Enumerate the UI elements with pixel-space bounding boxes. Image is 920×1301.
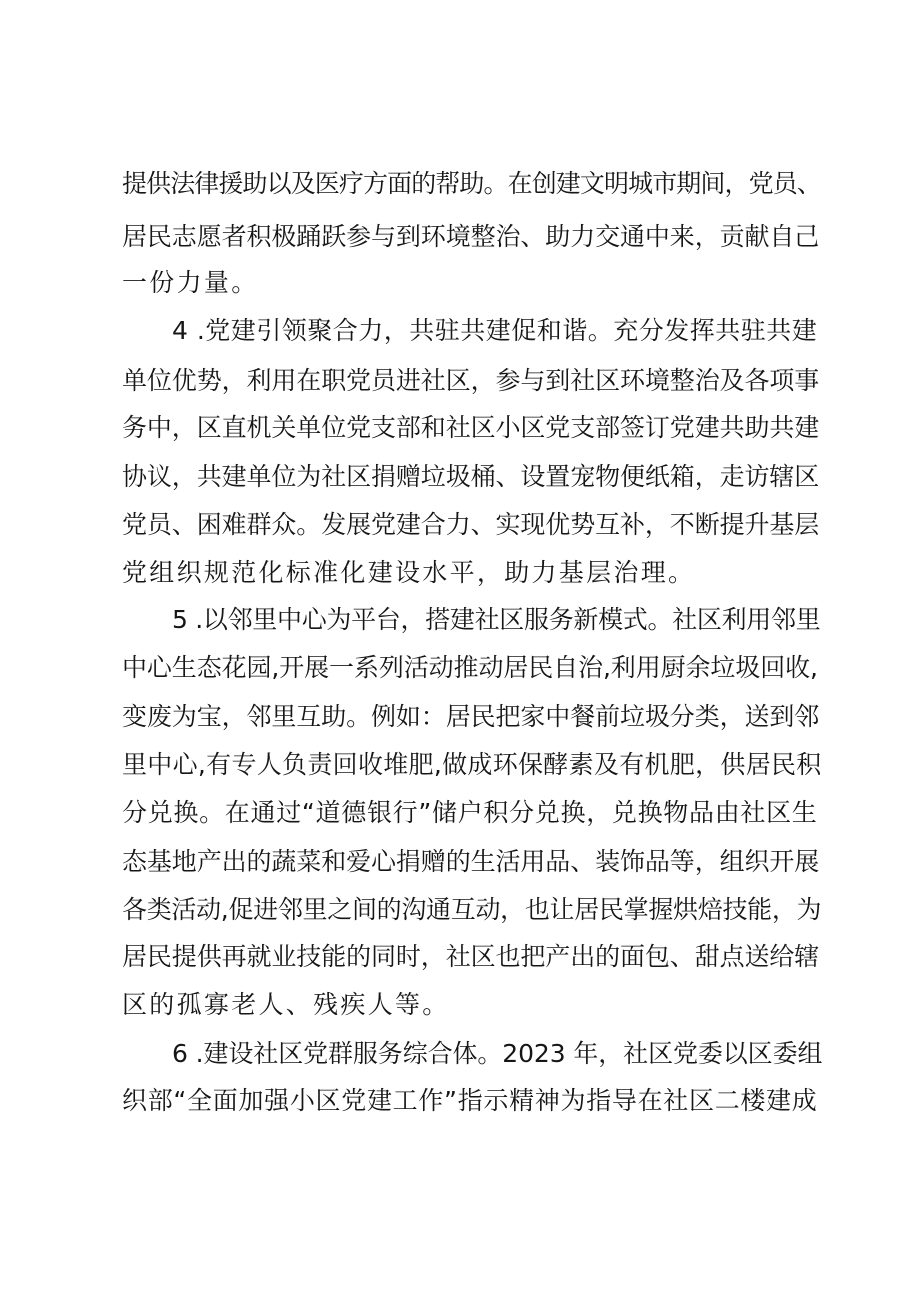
paragraph-4-line-1: 6 .建设社区党群服务综合体。2023 年，社区党委以区委组 bbox=[172, 1039, 823, 1068]
paragraph-3-line-1: 5 .以邻里中心为平台，搭建社区服务新模式。社区利用邻里 bbox=[172, 605, 821, 634]
paragraph-2-line-5: 党员、困难群众。发展党建合力、实现优势互补，不断提升基层 bbox=[122, 510, 820, 539]
paragraph-3-line-2: 中心生态花园,开展一系列活动推动居民自治,利用厨余垃圾回收, bbox=[122, 653, 818, 682]
paragraph-3-line-9: 区的孤寡老人、残疾人等。 bbox=[122, 990, 450, 1019]
paragraph-3-line-7: 各类活动,促进邻里之间的沟通互动，也让居民掌握烘焙技能，为 bbox=[122, 895, 822, 924]
paragraph-3-line-3: 变废为宝，邻里互助。例如：居民把家中餐前垃圾分类，送到邻 bbox=[122, 702, 820, 731]
paragraph-2-line-2: 单位优势，利用在职党员进社区，参与到社区环境整治及各项事 bbox=[122, 366, 820, 395]
paragraph-3-line-5: 分兑换。在通过“道德银行”储户积分兑换，兑换物品由社区生 bbox=[122, 798, 818, 827]
paragraph-1-line-3: 一份力量。 bbox=[122, 268, 259, 297]
paragraph-3-line-8: 居民提供再就业技能的同时，社区也把产出的面包、甜点送给辖 bbox=[122, 942, 820, 971]
paragraph-1-line-2: 居民志愿者积极踊跃参与到环境整治、助力交通中来，贡献自己 bbox=[122, 222, 820, 251]
paragraph-2-line-6: 党组织规范化标准化建设水平，助力基层治理。 bbox=[122, 558, 696, 587]
paragraph-2-line-3: 务中，区直机关单位党支部和社区小区党支部签订党建共助共建 bbox=[122, 413, 820, 442]
paragraph-1-line-1: 提供法律援助以及医疗方面的帮助。在创建文明城市期间，党员、 bbox=[122, 169, 821, 198]
paragraph-3-line-4: 里中心,有专人负责回收堆肥,做成环保酵素及有机肥，供居民积 bbox=[122, 750, 822, 779]
paragraph-3-line-6: 态基地产出的蔬菜和爱心捐赠的生活用品、装饰品等，组织开展 bbox=[122, 847, 820, 876]
paragraph-2-line-1: 4 .党建引领聚合力，共驻共建促和谐。充分发挥共驻共建 bbox=[172, 316, 818, 345]
paragraph-4-line-2: 织部“全面加强小区党建工作”指示精神为指导在社区二楼建成 bbox=[122, 1086, 818, 1115]
paragraph-2-line-4: 协议，共建单位为社区捐赠垃圾桶、设置宠物便纸箱，走访辖区 bbox=[122, 462, 820, 491]
